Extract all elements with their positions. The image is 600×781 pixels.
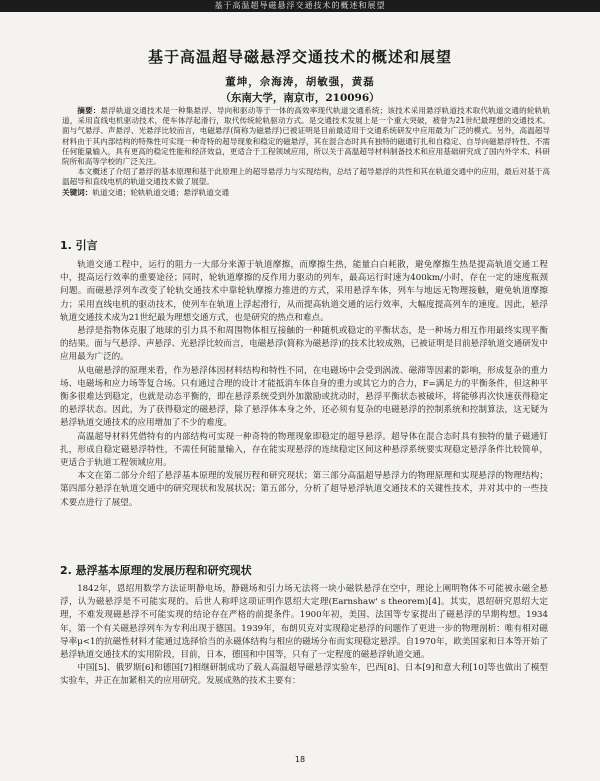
abstract-text: 悬浮轨道交通技术是一种集悬浮、导向和驱动等于一体的高效率现代轨道交通系统；该技术采用悬浮轨道技术取代轨道交通的轮轨轨道，采用直线电机驱动技术，使车体浮起滑行，取代传统轮轨驱动方式。是交通技术发展上是一个重大突破，被誉为21世纪最理想的交通技术。面与气悬浮、声悬浮、光悬浮比较而言，电磁悬浮(简称为磁悬浮)已被证明是目前最适用于交通系统研发中应用最为广泛的模式。另外，高温超导材料由于其内部结构的特殊性可实现一种奇特的超导现象和稳定的磁悬浮，其在混合态时具有独特的磁通钉扎和自稳定、自导向磁悬浮特性、不需任何能量输入，具有更高的稳定性能和经济效益，更适合于工程领域应用，所以关于高温超导材料制备技术和应用基础研究成了国内外学术、科研院所和高等学校的广泛关注。: [62, 106, 550, 167]
abstract: [62, 106, 550, 198]
keywords-text: 轨道交通；轮轨轨道交通；悬浮轨道交通: [92, 187, 230, 197]
body-paragraph: 本文在第二部分介绍了悬浮基本原理的发展历程和研究现状；第三部分高温超导悬浮力的物理原理和实现悬浮的物理结构；第四部分悬浮在轨道交通中的研究现状和发展状况；第五部分，分析了超导悬浮轨道交通技术的关键性技术，并对其中的一些技术要点进行了展望。: [60, 471, 548, 508]
abstract-paragraph: [62, 106, 550, 167]
section-heading-intro: 1. 引言: [60, 239, 98, 252]
section-principles-body: [60, 583, 548, 689]
body-paragraph: 轨道交通工程中，运行的阻力一大部分来源于轨道摩擦，而摩擦生热，能量白白耗散，避免摩擦生热是提高轨道交通工程中，提高运行效率的重要途径；同时，轮轨道摩擦的反作用力驱动的列车，最高运行时速为400km/小时，存在一定的速度瓶颈问题。而磁悬浮列车改变了轮轨交通技术中靠轮轨摩擦力推进的方式，采用悬浮车体，列车与地远无物理接触，避免轨道摩擦力；采用直线电机的驱动技术，使列车在轨道上浮起滑行，从而提高轨道交通的运行效率，大幅度提高列车的速度。因此，悬浮轨道交通技术成为21世纪最为理想交通方式，也是研究的热点和难点。: [60, 260, 548, 323]
abstract-paragraph: 本文概述了介绍了悬浮的基本原理和基于此原理上的超导悬浮力与实现结构，总结了超导悬浮的共性和其在轨道交通中的应用，最后对基于高温超导和直线电机的轨道交通技术做了展望。: [62, 167, 550, 187]
abstract-label: 摘要：: [77, 106, 101, 115]
body-paragraph: 1842年，恩绍用数学方法证明静电场，静磁场和引力场无法将一块小磁铁悬浮在空中，理论上阐明物体不可能被永磁全悬浮，认为磁悬浮是不可能实现的。后世人称呼这项证明作恩绍大定理(Earnshaw' s theorem)[4]。其实，恩绍研究恩绍大定理，不难发现磁悬浮不可能实现的结论存在严格的前提条件。1900年初，美国、法国等专家提出了磁悬浮的早期构想。1934年，第一个有关磁悬浮列车为专利出现于德国。1939年，布朗贝克对实现稳定悬浮的问题作了更进一步的物理剖析：唯有相对磁导率μ<1的抗磁性材料才能通过选择恰当的永磁体结构与相应的磁场分布而实现稳定悬浮。自1970年，欧美国家和日本等开始了悬浮轨道交通技术的实用阶段，目前，日本，德国和中国等，只有了一定程度的磁悬浮轨道交通。: [60, 584, 548, 661]
paper-affiliation: （东南大学，南京市，210096）: [220, 92, 380, 104]
section-intro-body: [60, 259, 548, 510]
keywords-label: 关键词：: [62, 187, 93, 197]
body-paragraph: 悬浮是指物体克服了地球的引力具不和周围物体相互接触的一种随机或稳定的平衡状态，是一种场力相互作用最终实现平衡的结果。面与气悬浮、声悬浮、光悬浮比较而言，电磁悬浮(简称为磁悬浮)的技术比较成熟，已被证明是目前悬浮轨道交通研发中应用最为广泛的。: [60, 326, 548, 363]
section-heading-principles: 2. 悬浮基本原理的发展历程和研究现状: [60, 564, 252, 577]
body-paragraph: 高温超导材料凭借特有的内部结构可实现一种奇特的物理现象即稳定的超导悬浮。超导体在混合态时具有独特的量子磁通钉扎，形成自稳定磁悬浮特性，不需任何能量输入，存在能实现悬浮的连续稳定区间这种悬浮系统要实现稳定悬浮条件比较简单，更适合于轨道工程领域应用。: [60, 431, 548, 469]
keywords: [62, 188, 550, 198]
paper-title: 基于高温超导磁悬浮交通技术的概述和展望: [147, 48, 452, 66]
running-header: 基于高温超导磁悬浮交通技术的概述和展望: [0, 0, 600, 12]
body-paragraph: 从电磁悬浮的原理来看，作为悬浮体因材料结构和特性不同，在电磁场中会受到涡流、磁滞等因素的影响，形成复杂的重力场、电磁场和应力场等复合场。只有通过合理的设计才能抵消车体自身的重力或其它力的合力，F=满足力的平衡条件，但这种平衡多很难达到稳定，也就是动态平衡的，即在悬浮系统受到外加激励或扰动时，悬浮平衡状态被破坏，将能够再次快速获得稳定的悬浮状态。因此，为了获得稳定的磁悬浮，除了悬浮体本身之外，还必须有复杂的电磁悬浮的控制系统和控制算法，这无疑为悬浮轨道交通技术的应用增加了不少的难度。: [60, 365, 548, 429]
body-paragraph: 中国[5]、俄罗斯[6]和德国[7]相继研制成功了载人高温超导磁悬浮实验车，巴西[8]、日本[9]和意大利[10]等也做出了模型实验车，并正在加紧相关的应用研究。发展成熟的技术主要有：: [60, 663, 548, 687]
paper-authors: 董坤，佘海涛，胡敏强，黄磊: [225, 76, 375, 88]
page-number: 18: [294, 755, 306, 764]
